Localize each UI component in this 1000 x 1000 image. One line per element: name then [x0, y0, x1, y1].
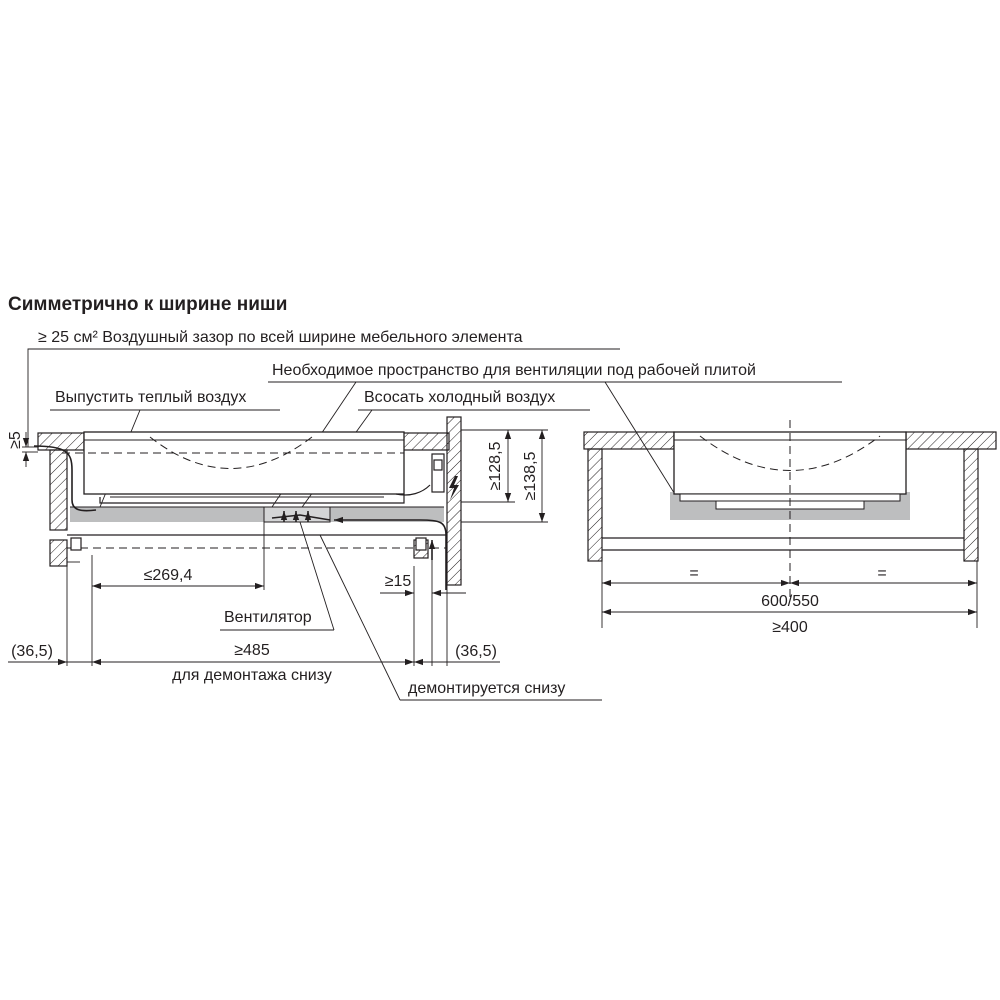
fan-label: Вентилятор: [224, 609, 312, 626]
warm-air-label: Выпустить теплый воздух: [55, 389, 247, 406]
right-dimensions: [602, 565, 977, 636]
cold-air-label: Всосать холодный воздух: [364, 389, 556, 406]
dim-cutout-width: 600/550: [761, 593, 819, 610]
air-gap-label: ≥ 25 см² Воздушный зазор по всей ширине мебельного элемента: [38, 329, 523, 346]
dim-height-1: ≥128,5: [487, 441, 504, 491]
dim-gap-top: ≥5: [7, 431, 24, 449]
dim-offset-left: (36,5): [11, 643, 53, 660]
dim-gap-back: ≥15: [384, 573, 412, 590]
side-section-view: [22, 417, 548, 666]
fan-callout: [220, 522, 334, 630]
for-removal-label: для демонтажа снизу: [172, 667, 332, 684]
vent-space-label: Необходимое пространство для вентиляции под рабочей плитой: [272, 362, 756, 379]
dim-equal-left: =: [689, 565, 699, 582]
dim-equal-right: =: [877, 565, 887, 582]
dim-depth-total: ≥485: [234, 642, 270, 659]
dim-offset-right: (36,5): [455, 643, 497, 660]
dim-depth-front: ≤269,4: [143, 567, 193, 584]
removable-label: демонтируется снизу: [408, 680, 566, 697]
dim-height-2: ≥138,5: [522, 451, 539, 501]
page-title: Симметрично к ширине ниши: [8, 294, 288, 315]
dim-niche-width: ≥400: [772, 619, 808, 636]
